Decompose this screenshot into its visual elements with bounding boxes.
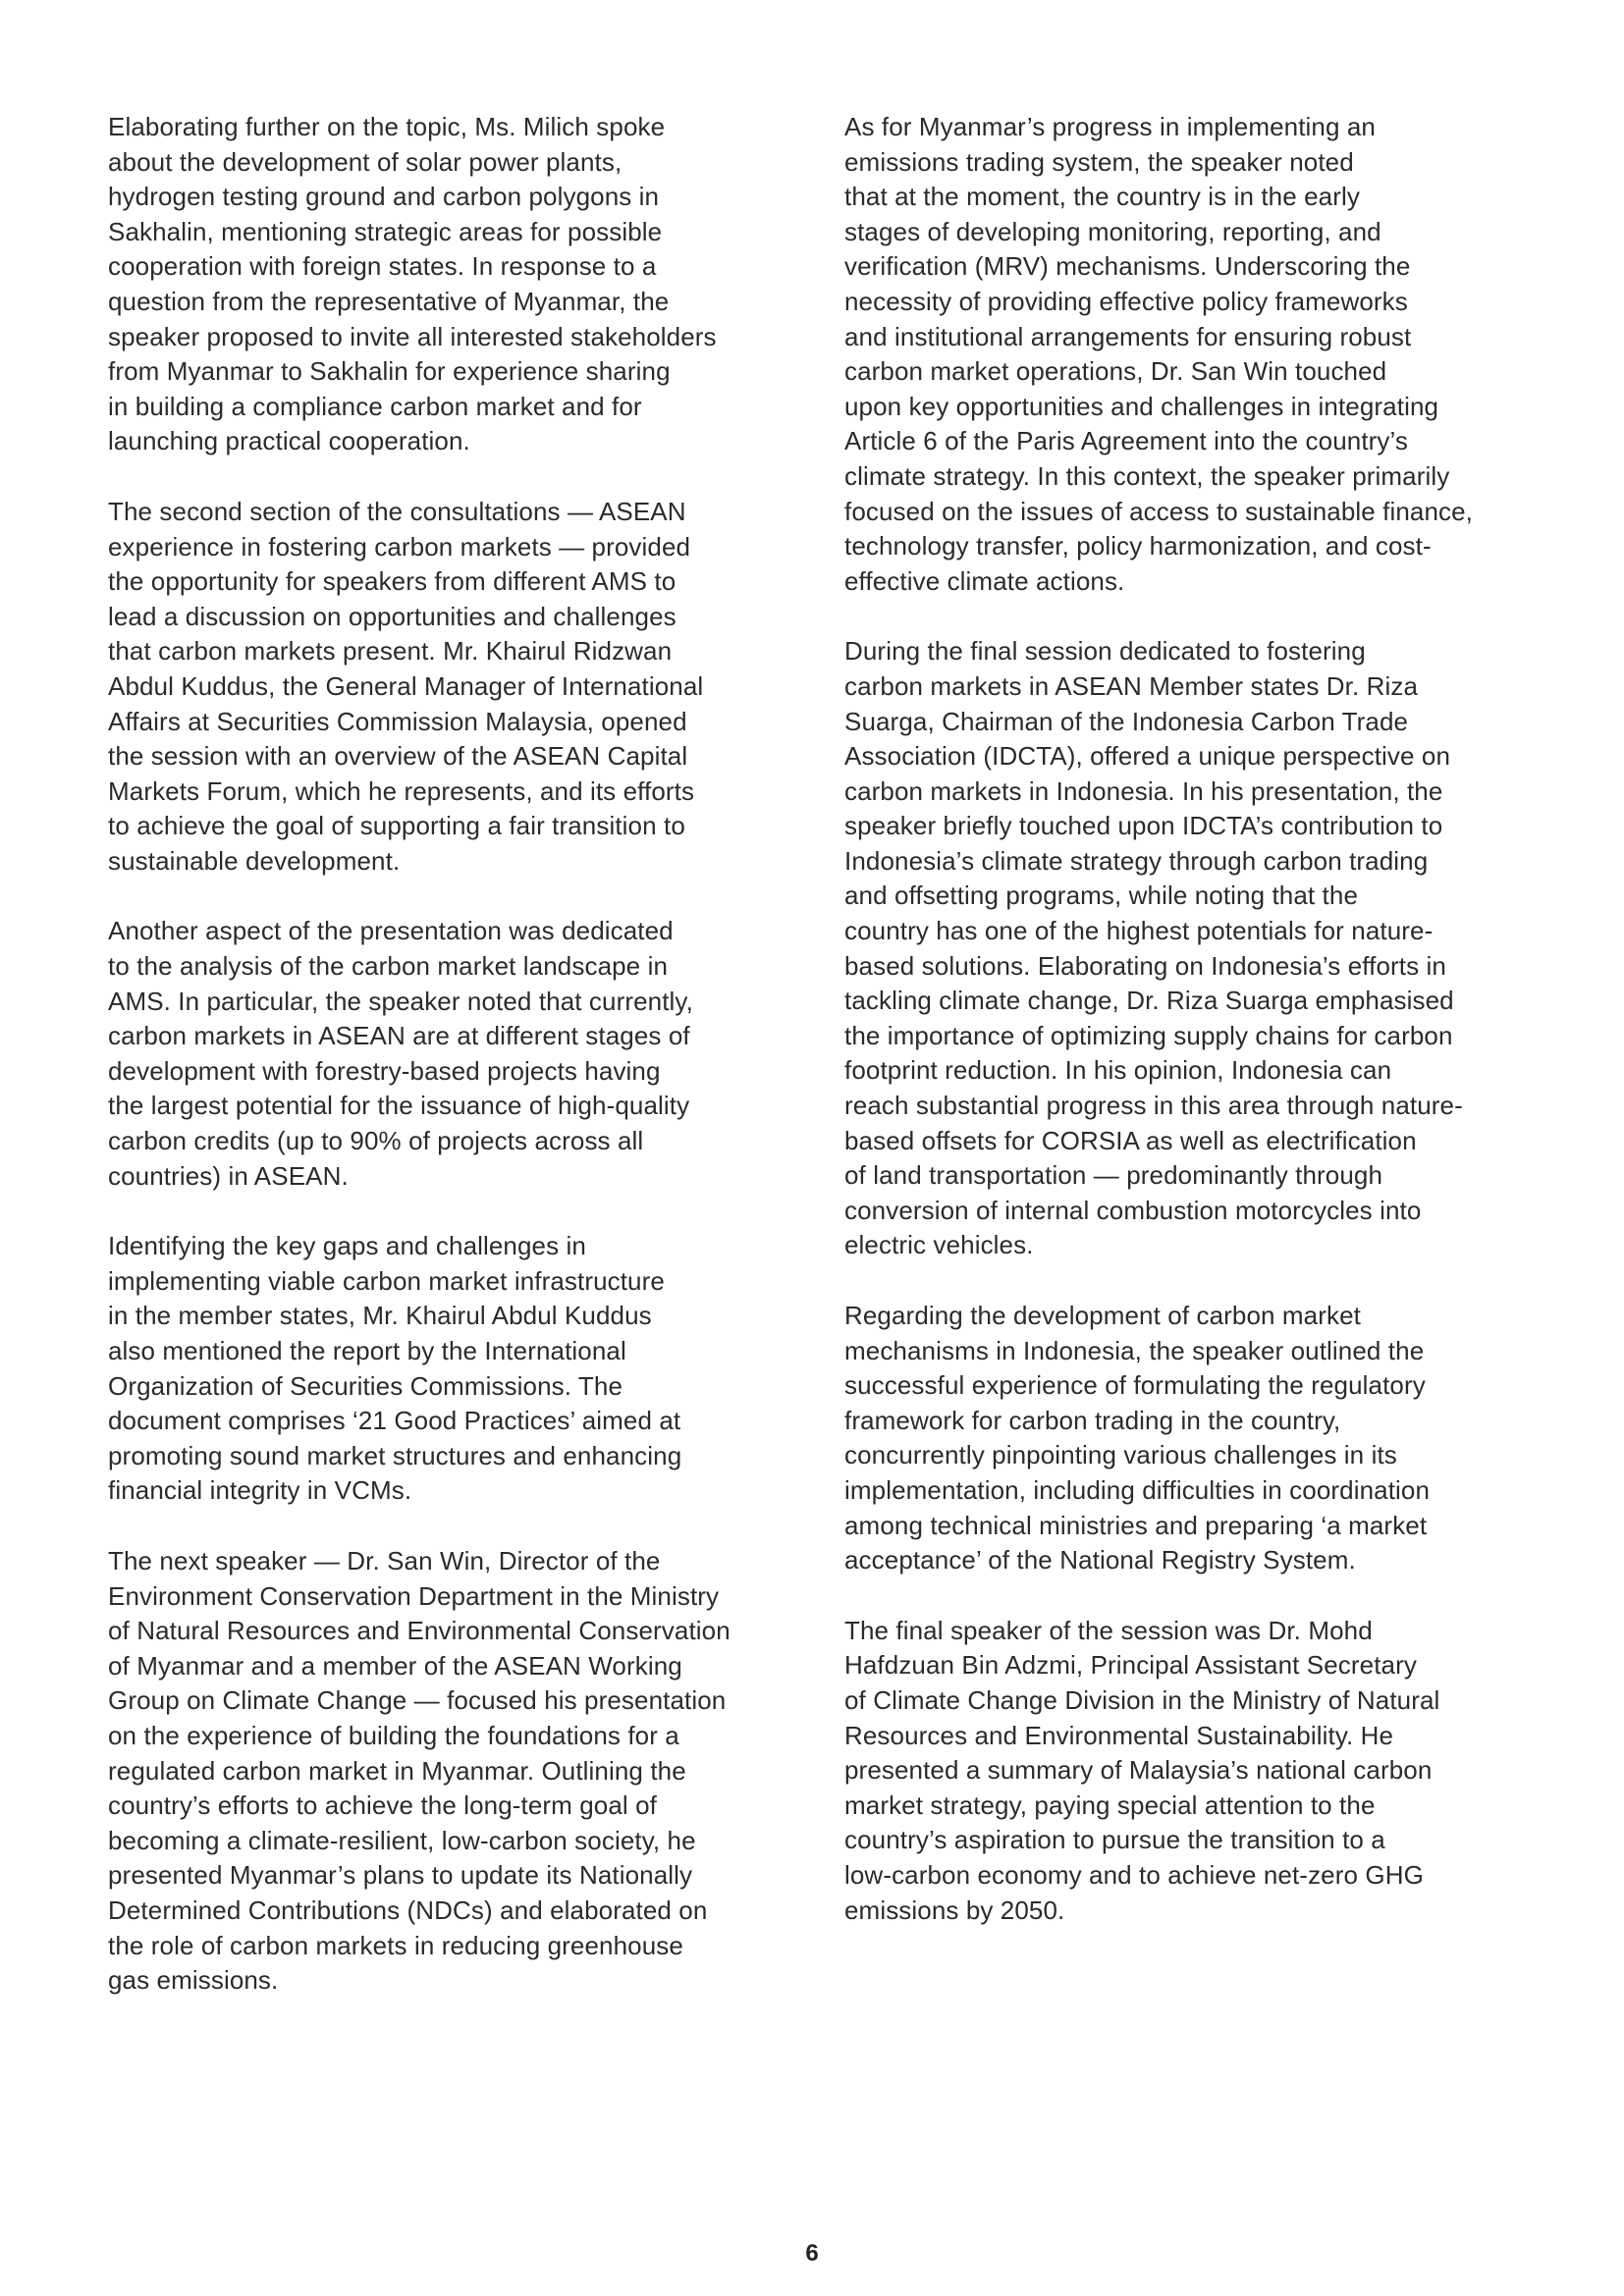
paragraph-myanmar-progress: As for Myanmar’s progress in implementing an emissions trading system, the speaker noted that at the moment, the country is in the early stages of developing monitoring, reporting, and verification (MRV) mechanisms. Underscoring the necessity of providing effective policy frameworks and institutional arrangements for ensuring robust carbon market operations, Dr. San Win touched upon key opportunities and challenges in integrating Article 6 of the Paris Agreement into the country’s climate strategy. In this context, the speaker primarily focused on the issues of access to sustainable finance, technology transfer, policy harmonization, and cost- effective climate actions. <box>844 112 1473 596</box>
page-number: 6 <box>805 2240 819 2267</box>
right-column <box>844 110 1532 1963</box>
paragraph-san-win: The next speaker — Dr. San Win, Director of the Environment Conservation Department in the Ministry of Natural Resources and Environmental Conservation of Myanmar and a member of the ASEAN Working Group on Climate Change — focused his presentation on the experience of building the foundations for a regulated carbon market in Myanmar. Outlining the country’s efforts to achieve the long-term goal of becoming a climate-resilient, low-carbon society, he presented Myanmar’s plans to update its Nationally Determined Contributions (NDCs) and elaborated on the role of carbon markets in reducing greenhouse gas emissions. <box>108 1545 731 1996</box>
paragraph-milich-sakhalin: Elaborating further on the topic, Ms. Milich spoke about the development of solar power plants, hydrogen testing ground and carbon polygons in Sakhalin, mentioning strategic areas for possible cooperation with foreign states. In response to a question from the representative of Myanmar, the speaker proposed to invite all interested stakeholders from Myanmar to Sakhalin for experience sharing in building a compliance carbon market and for launching practical cooperation. <box>108 112 717 456</box>
left-column <box>108 110 795 2034</box>
paragraph-carbon-landscape: Another aspect of the presentation was dedicated to the analysis of the carbon market landscape in AMS. In particular, the speaker noted that currently, carbon markets in ASEAN are at different stages of development with forestry-based projects having the largest potential for the issuance of high-quality carbon credits (up to 90% of projects across all countries) in ASEAN. <box>108 916 693 1191</box>
paragraph-key-gaps: Identifying the key gaps and challenges in implementing viable carbon market infrastructure in the member states, Mr. Khairul Abdul Kuddus also mentioned the report by the International Organization of Securities Commissions. The document comprises ‘21 Good Practices’ aimed at promoting sound market structures and enhancing financial integrity in VCMs. <box>108 1231 682 1506</box>
paragraph-riza-suarga: During the final session dedicated to fostering carbon markets in ASEAN Member states Dr. Riza Suarga, Chairman of the Indonesia Carbon Trade Association (IDCTA), offered a unique perspective on carbon markets in Indonesia. In his presentation, the speaker briefly touched upon IDCTA’s contribution to Indonesia’s climate strategy through carbon trading and offsetting programs, while noting that the country has one of the highest potentials for nature- based solutions. Elaborating on Indonesia’s efforts in tackling climate change, Dr. Riza Suarga emphasised the importance of optimizing supply chains for carbon footprint reduction. In his opinion, Indonesia can reach substantial progress in this area through nature- based offsets for CORSIA as well as electrification of land transportation — predominantly through conversion of internal combustion motorcycles into electric vehicles. <box>844 636 1463 1260</box>
paragraph-mohd-hafdzuan: The final speaker of the session was Dr. Mohd Hafdzuan Bin Adzmi, Principal Assistant Secretary of Climate Change Division in the Ministry of Natural Resources and Environmental Sustainability. He presented a summary of Malaysia’s national carbon market strategy, paying special attention to the country’s aspiration to pursue the transition to a low-carbon economy and to achieve net-zero GHG emissions by 2050. <box>844 1615 1440 1925</box>
paragraph-asean-experience: The second section of the consultations — ASEAN experience in fostering carbon markets — provided the opportunity for speakers from different AMS to lead a discussion on opportunities and challenges that carbon markets present. Mr. Khairul Ridzwan Abdul Kuddus, the General Manager of International Affairs at Securities Commission Malaysia, opened the session with an overview of the ASEAN Capital Markets Forum, which he represents, and its efforts to achieve the goal of supporting a fair transition to sustainable development. <box>108 496 704 876</box>
paragraph-indonesia-mechanisms: Regarding the development of carbon market mechanisms in Indonesia, the speaker outlined the successful experience of formulating the regulatory framework for carbon trading in the country, concurrently pinpointing various challenges in its implementation, including difficulties in coordination among technical ministries and preparing ‘a market acceptance’ of the National Registry System. <box>844 1301 1431 1575</box>
